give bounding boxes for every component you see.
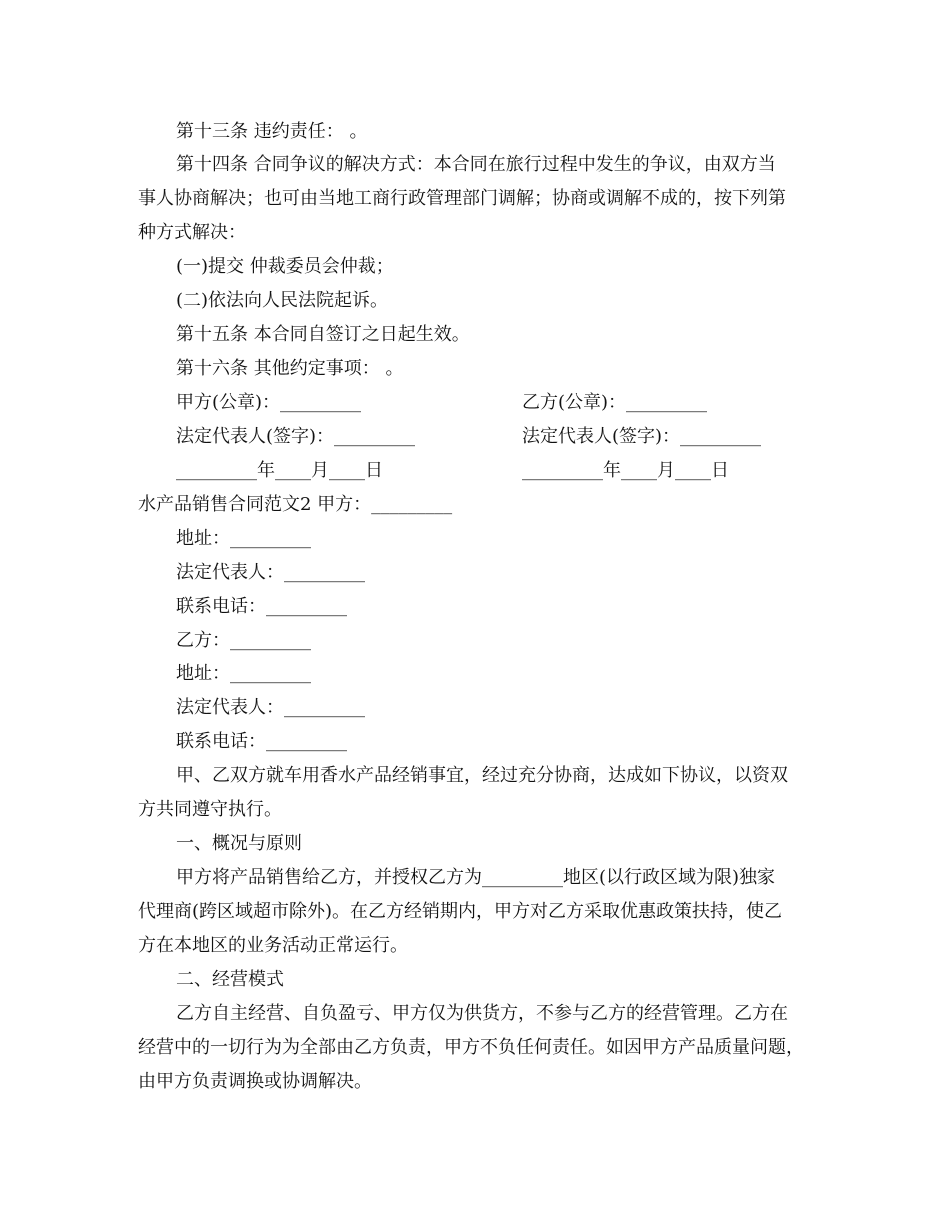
party-a-date: _________年____月____日 bbox=[176, 460, 383, 481]
text-line: 联系电话：_________ bbox=[176, 596, 347, 617]
text-line: 第十五条 本合同自签订之日起生效。 bbox=[176, 324, 470, 345]
text-line: 事人协商解决；也可由当地工商行政管理部门调解；协商或调解不成的，按下列第 bbox=[138, 188, 786, 209]
party-a-seal: 甲方(公章)：_________ bbox=[176, 392, 362, 413]
party-b-date: _________年____月____日 bbox=[522, 460, 729, 481]
text-line: 方在本地区的业务活动正常运行。 bbox=[138, 935, 408, 956]
party-b-seal: 乙方(公章)：_________ bbox=[522, 392, 708, 413]
text-line: (一)提交 仲裁委员会仲裁； bbox=[176, 256, 394, 277]
text-line: 种方式解决： bbox=[138, 222, 246, 243]
section-title: 水产品销售合同范文2 甲方：_________ bbox=[138, 494, 453, 515]
text-line: 经营中的一切行为为全部由乙方负责，甲方不负任何责任。如因甲方产品质量问题， bbox=[138, 1037, 804, 1058]
heading-business-model: 二、经营模式 bbox=[176, 969, 284, 990]
text-line: 第十六条 其他约定事项： 。 bbox=[176, 358, 404, 379]
text-line: 甲、乙双方就车用香水产品经销事宜，经过充分协商，达成如下协议，以资双 bbox=[176, 765, 788, 786]
text-line: 代理商(跨区域超市除外)。在乙方经销期内，甲方对乙方采取优惠政策扶持，使乙 bbox=[138, 901, 783, 922]
text-line: 第十四条 合同争议的解决方式：本合同在旅行过程中发生的争议，由双方当 bbox=[176, 154, 776, 175]
party-a-signature: 法定代表人(签字)：_________ bbox=[176, 426, 416, 447]
text-line: 第十三条 违约责任： 。 bbox=[176, 121, 368, 142]
text-line: 法定代表人：_________ bbox=[176, 562, 365, 583]
party-b-signature: 法定代表人(签字)：_________ bbox=[522, 426, 762, 447]
text-line: 乙方自主经营、自负盈亏、甲方仅为供货方，不参与乙方的经营管理。乙方在 bbox=[176, 1003, 788, 1024]
text-line: 乙方：_________ bbox=[176, 630, 311, 651]
text-line: 方共同遵守执行。 bbox=[138, 799, 282, 820]
text-line: 地址：_________ bbox=[176, 663, 311, 684]
text-line: 甲方将产品销售给乙方，并授权乙方为_________地区(以行政区域为限)独家 bbox=[176, 867, 776, 888]
heading-overview: 一、概况与原则 bbox=[176, 833, 302, 854]
text-line: 由甲方负责调换或协调解决。 bbox=[138, 1071, 372, 1092]
text-line: 法定代表人：_________ bbox=[176, 697, 365, 718]
text-line: 联系电话：_________ bbox=[176, 731, 347, 752]
text-line: 地址：_________ bbox=[176, 528, 311, 549]
text-line: (二)依法向人民法院起诉。 bbox=[176, 290, 389, 311]
